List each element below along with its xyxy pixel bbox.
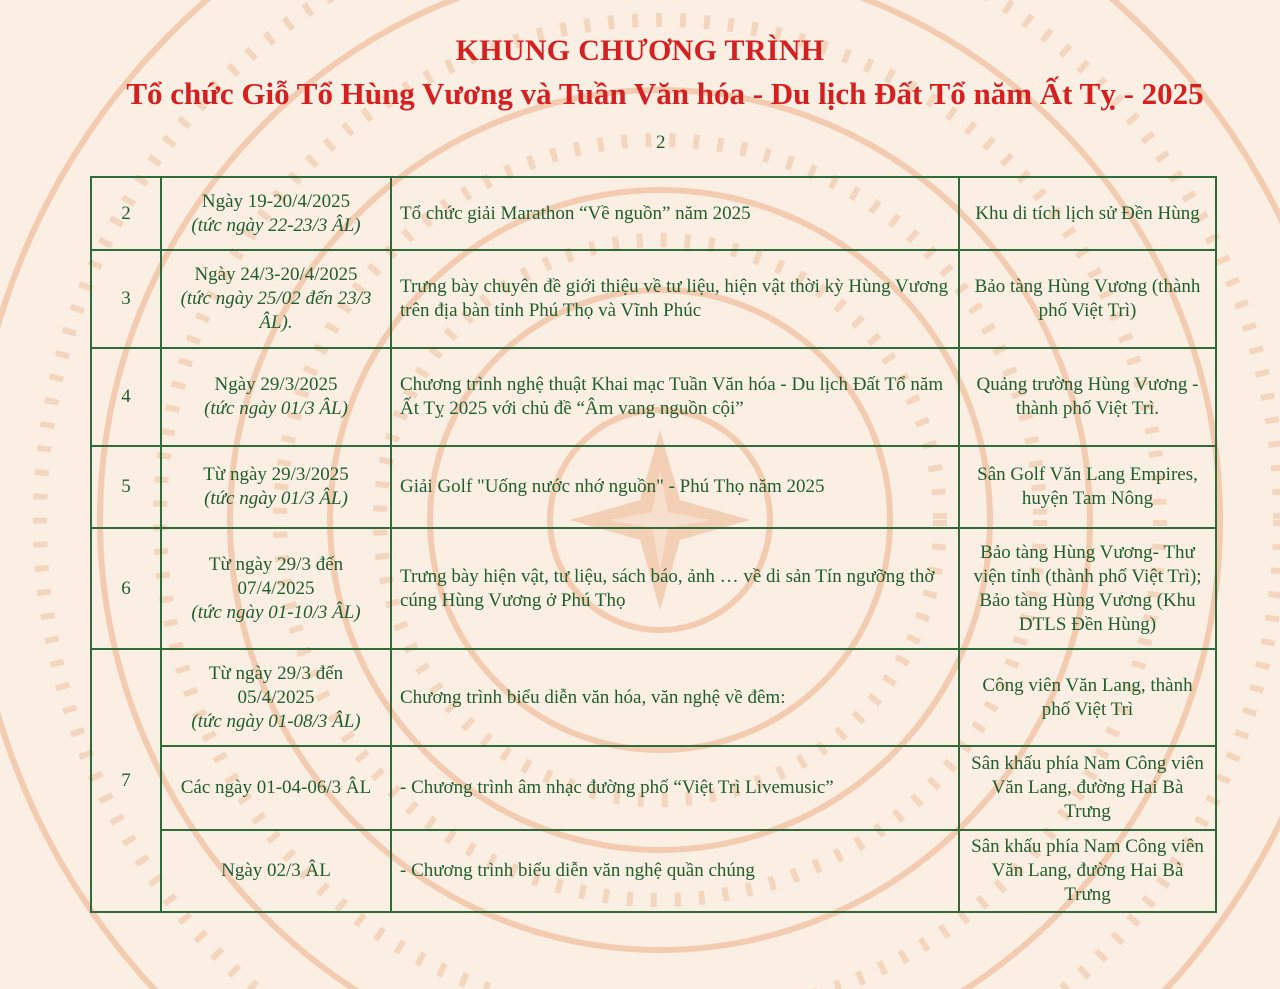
lunar-date-note: (tức ngày 22-23/3 ÂL) — [191, 214, 361, 236]
time-cell — [161, 649, 391, 746]
time-cell: Các ngày 01-04-06/3 ÂL — [161, 746, 391, 830]
lunar-date-note: (tức ngày 25/02 đến 23/3 ÂL). — [180, 288, 372, 333]
place-cell: Sân Golf Văn Lang Empires, huyện Tam Nông — [959, 446, 1216, 528]
activity-cell: Tổ chức giải Marathon “Về nguồn” năm 2025 — [391, 177, 959, 250]
activity-cell: - Chương trình âm nhạc đường phố “Việt Trì Livemusic” — [391, 746, 959, 830]
lunar-date-note: (tức ngày 01/3 ÂL) — [204, 488, 348, 509]
row-number: 6 — [91, 528, 161, 649]
table-row — [91, 528, 1216, 649]
time-text: Từ ngày 29/3/2025 — [203, 464, 349, 485]
time-text: Ngày 24/3-20/4/2025 — [194, 264, 358, 285]
place-cell: Bảo tàng Hùng Vương- Thư viện tỉnh (thành phố Việt Trì); Bảo tàng Hùng Vương (Khu DTLS Đền Hùng) — [959, 528, 1216, 649]
time-text: Từ ngày 29/3 đến 05/4/2025 — [208, 662, 344, 708]
time-cell — [161, 177, 391, 250]
place-cell: Khu di tích lịch sử Đền Hùng — [959, 177, 1216, 250]
time-text: Ngày 29/3/2025 — [214, 374, 338, 395]
activity-cell: Chương trình biểu diễn văn hóa, văn nghệ về đêm: — [391, 649, 959, 746]
place-cell: Quảng trường Hùng Vương - thành phố Việt Trì. — [959, 348, 1216, 446]
row-number: 3 — [91, 250, 161, 348]
document-subtitle: Tổ chức Giỗ Tổ Hùng Vương và Tuần Văn hóa - Du lịch Đất Tổ năm Ất Tỵ - 2025 — [126, 76, 1204, 111]
document-title: KHUNG CHƯƠNG TRÌNH — [455, 34, 825, 67]
table-row — [91, 746, 1216, 830]
time-cell — [161, 348, 391, 446]
time-cell — [161, 528, 391, 649]
row-number: 4 — [91, 348, 161, 446]
table-row — [91, 649, 1216, 746]
time-cell — [161, 446, 391, 528]
row-number: 2 — [91, 177, 161, 250]
table-row — [91, 446, 1216, 528]
table-row — [91, 830, 1216, 912]
activity-cell: Chương trình nghệ thuật Khai mạc Tuần Văn hóa - Du lịch Đất Tổ năm Ất Tỵ 2025 với chủ đề “Âm vang nguồn cội” — [391, 348, 959, 446]
lunar-date-note: (tức ngày 01-08/3 ÂL) — [191, 710, 361, 732]
lunar-date-note: (tức ngày 01/3 ÂL) — [204, 398, 348, 419]
lunar-date-note: (tức ngày 01-10/3 ÂL) — [191, 601, 361, 623]
table-row — [91, 250, 1216, 348]
place-cell: Sân khấu phía Nam Công viên Văn Lang, đường Hai Bà Trưng — [959, 830, 1216, 912]
time-cell — [161, 250, 391, 348]
row-number: 7 — [91, 649, 161, 912]
time-text: Từ ngày 29/3 đến 07/4/2025 — [208, 553, 344, 599]
place-cell: Bảo tàng Hùng Vương (thành phố Việt Trì) — [959, 250, 1216, 348]
row-number: 5 — [91, 446, 161, 528]
page-number: 2 — [656, 132, 666, 153]
schedule-table — [90, 176, 1217, 913]
time-cell: Ngày 02/3 ÂL — [161, 830, 391, 912]
table-row — [91, 177, 1216, 250]
place-cell: Sân khấu phía Nam Công viên Văn Lang, đường Hai Bà Trưng — [959, 746, 1216, 830]
activity-cell: Trưng bày chuyên đề giới thiệu về tư liệu, hiện vật thời kỳ Hùng Vương trên địa bàn tỉnh Phú Thọ và Vĩnh Phúc — [391, 250, 959, 348]
place-cell: Công viên Văn Lang, thành phố Việt Trì — [959, 649, 1216, 746]
activity-cell: Trưng bày hiện vật, tư liệu, sách báo, ảnh … về di sản Tín ngưỡng thờ cúng Hùng Vương ở Phú Thọ — [391, 528, 959, 649]
table-row — [91, 348, 1216, 446]
time-text: Ngày 19-20/4/2025 — [201, 190, 351, 212]
activity-cell: - Chương trình biểu diễn văn nghệ quần chúng — [391, 830, 959, 912]
activity-cell: Giải Golf "Uống nước nhớ nguồn" - Phú Thọ năm 2025 — [391, 446, 959, 528]
